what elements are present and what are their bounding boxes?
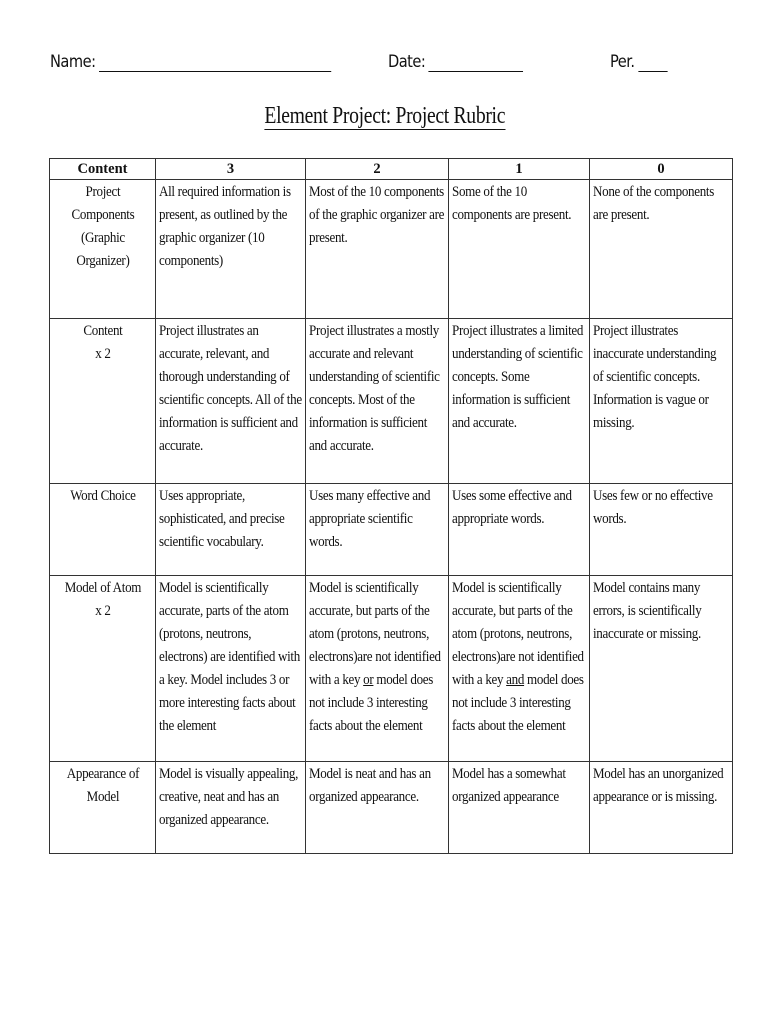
criterion-line: Word Choice [69, 488, 136, 504]
rubric-cell [306, 319, 449, 484]
rubric-cell [590, 762, 733, 854]
rubric-cell [306, 484, 449, 576]
criterion-cell [50, 484, 156, 576]
cell-text: Uses some effective and appropriate words. [452, 488, 572, 527]
criterion-line: Organizer) [75, 253, 130, 269]
date-field[interactable] [388, 52, 523, 72]
rubric-cell [449, 319, 590, 484]
column-header-3: 3 [156, 159, 306, 180]
name-field[interactable] [50, 52, 331, 72]
date-label: Date: [388, 52, 426, 72]
criterion-cell [50, 319, 156, 484]
cell-text: Model is scientifically accurate, parts of the atom (protons, neutrons, electrons) are identified with a key. Model includes 3 or more interesting facts about the element [159, 580, 300, 734]
cell-text-part: Model is scientifically accurate, but parts of the atom (protons, neutrons, electrons)are not identified with a key [309, 580, 441, 688]
rubric-cell [156, 762, 306, 854]
header-row [50, 159, 733, 180]
cell-text: Project illustrates inaccurate understanding of scientific concepts. Information is vague or missing. [593, 323, 717, 431]
cell-text: Project illustrates a mostly accurate and relevant understanding of scientific concepts. Most of the information is sufficient and accurate. [309, 323, 440, 454]
page-title-text: Element Project: Project Rubric [264, 103, 506, 129]
column-header-0: 0 [590, 159, 733, 180]
rubric-cell [156, 484, 306, 576]
criterion-line: Model [86, 789, 119, 805]
cell-text-part: model does not include 3 interesting facts about the element [452, 672, 584, 734]
rubric-cell [590, 180, 733, 319]
cell-text: Some of the 10 components are present. [452, 184, 572, 223]
criterion-line: Model of Atom [64, 580, 141, 596]
criterion-cell [50, 762, 156, 854]
cell-text: Most of the 10 components of the graphic organizer are present. [309, 184, 445, 246]
rubric-cell [156, 576, 306, 762]
rubric-cell [590, 484, 733, 576]
criterion-line: Project [85, 184, 120, 200]
cell-text: Model contains many errors, is scientifically inaccurate or missing. [593, 580, 702, 642]
table-row [50, 484, 733, 576]
criterion-line: x 2 [94, 603, 111, 619]
criterion-cell [50, 576, 156, 762]
table-row [50, 576, 733, 762]
rubric-cell [590, 319, 733, 484]
period-field[interactable] [610, 52, 667, 72]
rubric-cell [306, 762, 449, 854]
rubric-cell [306, 180, 449, 319]
cell-text: Uses many effective and appropriate scientific words. [309, 488, 431, 550]
cell-text-part: Model is scientifically accurate, but parts of the atom (protons, neutrons, electrons)are not identified with a key [452, 580, 584, 688]
column-header-1: 1 [449, 159, 590, 180]
cell-text: Model is neat and has an organized appearance. [309, 766, 431, 805]
criterion-line: x 2 [94, 346, 111, 362]
cell-text: Project illustrates an accurate, relevant, and thorough understanding of scientific concepts. All of the information is sufficient and accurate. [159, 323, 302, 454]
criterion-line: Components [71, 207, 134, 223]
rubric-cell [449, 762, 590, 854]
table-row [50, 319, 733, 484]
rubric-table [49, 158, 733, 854]
rubric-cell [449, 180, 590, 319]
column-header-2: 2 [306, 159, 449, 180]
rubric-cell [449, 484, 590, 576]
underlined-word: and [506, 672, 525, 688]
period-blank-line[interactable] [638, 55, 667, 72]
cell-text: None of the components are present. [593, 184, 715, 223]
cell-text: Model is visually appealing, creative, neat and has an organized appearance. [159, 766, 299, 828]
rubric-cell [449, 576, 590, 762]
table-row [50, 762, 733, 854]
criterion-line: Content [82, 323, 123, 339]
period-label: Per. [610, 52, 635, 72]
cell-text [309, 577, 445, 738]
page-title [0, 103, 770, 130]
cell-text: All required information is present, as outlined by the graphic organizer (10 components) [159, 184, 291, 269]
cell-text: Model has an unorganized appearance or is missing. [593, 766, 724, 805]
name-label: Name: [50, 52, 96, 72]
cell-text: Uses appropriate, sophisticated, and precise scientific vocabulary. [159, 488, 285, 550]
cell-text: Model has a somewhat organized appearance [452, 766, 566, 805]
criterion-line: Appearance of [66, 766, 139, 782]
cell-text [452, 577, 586, 738]
rubric-cell [156, 319, 306, 484]
rubric-cell [590, 576, 733, 762]
cell-text-part: model does not include 3 interesting facts about the element [309, 672, 434, 734]
column-header-content: Content [50, 159, 156, 180]
table-row [50, 180, 733, 319]
cell-text: Uses few or no effective words. [593, 488, 713, 527]
rubric-cell [306, 576, 449, 762]
name-blank-line[interactable] [99, 55, 331, 72]
rubric-cell [156, 180, 306, 319]
cell-text: Project illustrates a limited understanding of scientific concepts. Some information is sufficient and accurate. [452, 323, 584, 431]
date-blank-line[interactable] [429, 55, 524, 72]
criterion-cell [50, 180, 156, 319]
underlined-word: or [363, 672, 374, 688]
criterion-line: (Graphic [80, 230, 125, 246]
